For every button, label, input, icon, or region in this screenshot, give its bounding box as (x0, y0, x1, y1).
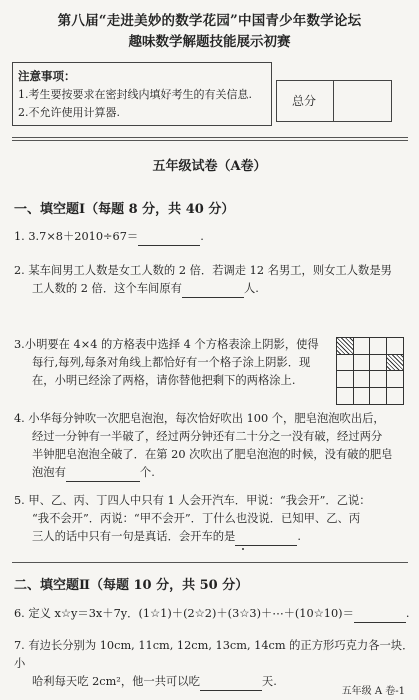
question-3-line1: 3.小明要在 4×4 的方格表中选择 4 个方格表涂上阴影，使得 (14, 338, 319, 351)
question-6: 6. 定义 x☆y＝3x＋7y．(1☆1)＋(2☆2)＋(3☆3)＋⋯＋(10☆10)＝ . (14, 605, 409, 623)
question-2-line1: 2. 某车间男工人数是女工人数的 2 倍．若调走 12 名男工，则女工人数是男 (14, 264, 392, 277)
question-7: 7. 有边长分别为 10cm, 11cm, 12cm, 13cm, 14cm 的正方形巧克力各一块．小 哈利每天吃 2cm²，他一共可以吃 天. (14, 637, 419, 691)
question-5-line3: 三人的话中只有一句是真话．会开车的是 (32, 530, 236, 543)
grid-cell[interactable] (370, 338, 387, 355)
section2-heading: 二、填空题Ⅱ（每题 10 分，共 50 分） (14, 578, 249, 593)
question-6-text: 6. 定义 x☆y＝3x＋7y．(1☆1)＋(2☆2)＋(3☆3)＋⋯＋(10☆10)＝ (14, 607, 354, 620)
question-7-line1: 7. 有边长分别为 10cm, 11cm, 12cm, 13cm, 14cm 的正方形巧克力各一块．小 (14, 639, 414, 670)
answer-blank-2[interactable] (182, 284, 244, 298)
question-1-text: 1. 3.7×8＋2010÷67＝ (14, 230, 139, 243)
grid-cell[interactable] (337, 371, 354, 388)
question-7-line2: 哈利每天吃 2cm²，他一共可以吃 (32, 675, 200, 688)
section1-heading: 一、填空题Ⅰ（每题 8 分，共 40 分） (14, 202, 235, 217)
notice-title: 注意事项： (18, 69, 76, 83)
question-5-line2: “我不会开”．丙说：“甲不会开”．丁什么也没说．已知甲、乙、丙 (32, 512, 361, 525)
grid-cell-shaded (387, 355, 404, 372)
answer-blank-7[interactable] (200, 677, 262, 691)
divider-mid (12, 562, 408, 563)
exam-title-line1: 第八届“走进美妙的数学花园”中国青少年数学论坛 (57, 13, 362, 29)
divider-top (12, 137, 408, 138)
answer-blank-1[interactable] (138, 232, 200, 246)
divider-top-2 (12, 140, 408, 141)
grid-cell[interactable] (387, 371, 404, 388)
question-5-line1: 5. 甲、乙、丙、丁四人中只有 1 人会开汽车．甲说：“我会开”．乙说： (14, 494, 371, 507)
grid-cell[interactable] (370, 355, 387, 372)
grid-cell-shaded (337, 338, 354, 355)
stray-dot (242, 548, 244, 550)
grid-cell[interactable] (387, 388, 404, 405)
question-3 (14, 336, 319, 390)
page-footer: 五年级 A 卷-1 (341, 686, 405, 697)
grid-cell[interactable] (337, 355, 354, 372)
question-3-line2: 每行,每列,每条对角线上都恰好有一个格子涂上阴影．现 (32, 356, 311, 369)
question-5: 5. 甲、乙、丙、丁四人中只有 1 人会开汽车．甲说：“我会开”．乙说： “我不会开”．丙说：“甲不会开”．丁什么也没说．已知甲、乙、丙 三人的话中只有一句是真话．会开车的是 . (14, 492, 371, 546)
grid-cell[interactable] (370, 388, 387, 405)
question-4-line3: 半钟肥皂泡泡全破了．在第 20 次吹出了肥皂泡泡的时候，没有破的肥皂 (32, 448, 393, 461)
question-2-line2: 工人数的 2 倍．这个车间原有 (32, 282, 182, 295)
score-label: 总分 (291, 94, 316, 108)
grid-cell[interactable] (354, 388, 371, 405)
grid-cell[interactable] (337, 388, 354, 405)
answer-blank-6[interactable] (354, 609, 406, 623)
notice-line-1: 1.考生要按要求在密封线内填好考生的有关信息. (18, 88, 252, 101)
exam-title-line2: 趣味数学解题技能展示初赛 (128, 34, 291, 50)
grid-cell[interactable] (354, 355, 371, 372)
question-4-line2: 经过一分钟有一半破了，经过两分钟还有二十分之一没有破，经过两分 (32, 430, 383, 443)
paper-title: 五年级试卷（A卷） (152, 159, 267, 174)
question-4: 4. 小华每分钟吹一次肥皂泡泡，每次恰好吹出 100 个，肥皂泡泡吹出后， 经过一分钟有一半破了，经过两分钟还有二十分之一没有破，经过两分 半钟肥皂泡泡全破了．在第 20 次吹出了肥皂泡泡的时候，没有破的肥皂 泡泡有 个. (14, 410, 392, 482)
question-4-line4: 泡泡有 (32, 466, 66, 479)
grid-cell[interactable] (370, 371, 387, 388)
grid-cell[interactable] (354, 338, 371, 355)
shading-grid[interactable] (336, 337, 404, 405)
question-4-line1: 4. 小华每分钟吹一次肥皂泡泡，每次恰好吹出 100 个，肥皂泡泡吹出后， (14, 412, 385, 425)
notice-line-2: 2.不允许使用计算器. (18, 106, 120, 119)
answer-blank-4[interactable] (66, 468, 140, 482)
grid-cell[interactable] (354, 371, 371, 388)
grid-cell[interactable] (387, 338, 404, 355)
question-2: 2. 某车间男工人数是女工人数的 2 倍．若调走 12 名男工，则女工人数是男 工人数的 2 倍．这个车间原有 人. (14, 262, 392, 298)
question-3-line3: 在，小明已经涂了两格，请你替他把剩下的两格涂上. (32, 374, 296, 387)
answer-blank-5[interactable] (235, 532, 297, 546)
question-1: 1. 3.7×8＋2010÷67＝ . (14, 228, 204, 246)
